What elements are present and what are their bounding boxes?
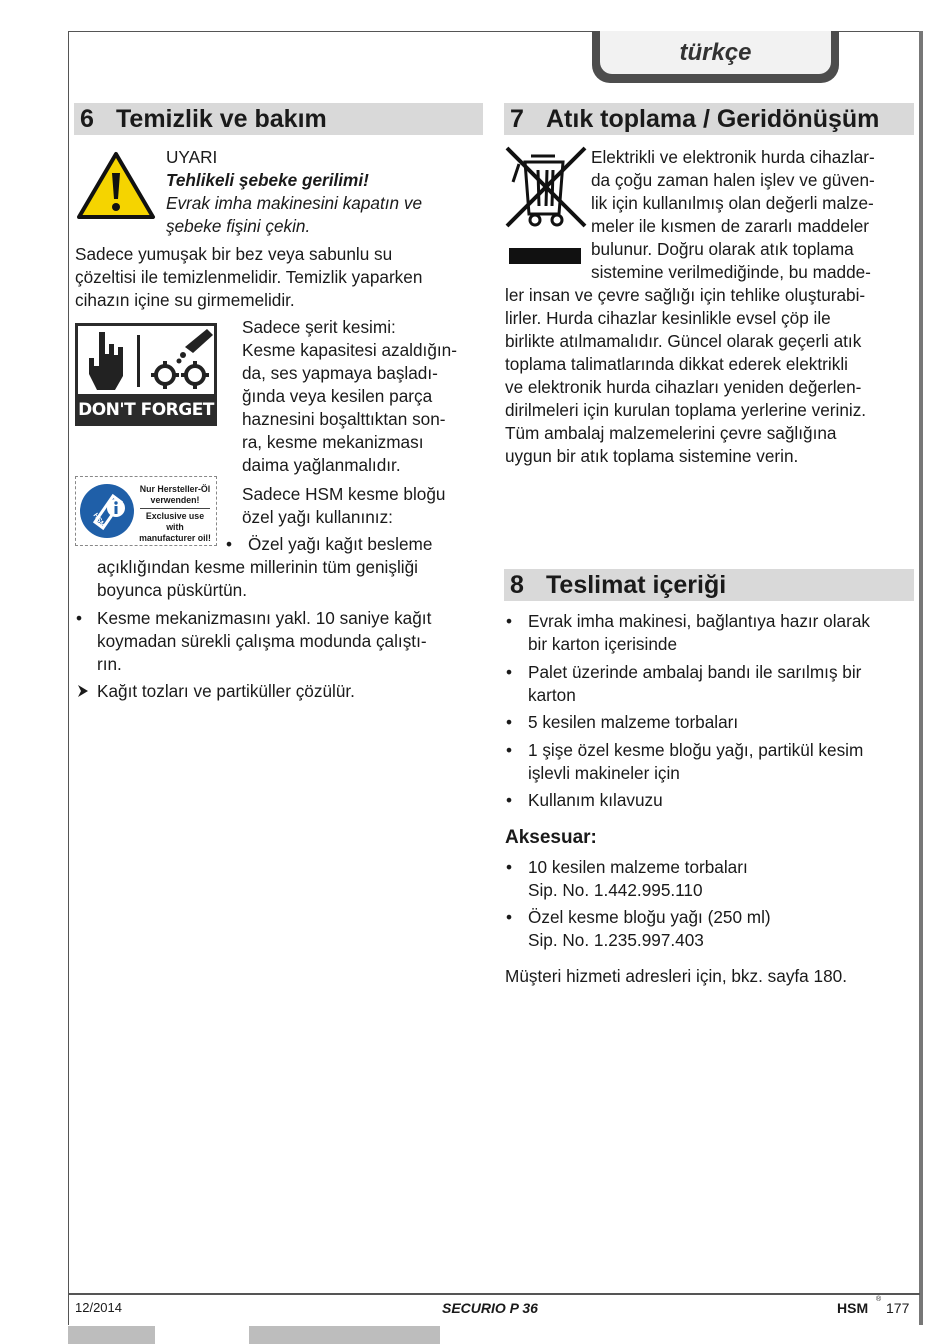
disposal-line-11: ve elektronik hurda cihazları yeniden değerlen-	[505, 377, 862, 397]
disposal-line-6: sistemine verilmediğinde, bu madde-	[591, 262, 871, 282]
clean-line-1: Sadece yumuşak bir bez veya sabunlu su	[75, 244, 393, 264]
footer-divider	[68, 1293, 920, 1295]
disposal-line-3: lik için kullanılmış olan değerli malze-	[591, 193, 874, 213]
footer-brand-logo: HSM	[837, 1300, 869, 1316]
disposal-line-9: birlikte atılmamalıdır. Güncel olarak geçerli atık	[505, 331, 862, 351]
strip-line-3: da, ses yapmaya başladı-	[242, 363, 438, 383]
oil-can-gears-icon	[145, 325, 215, 393]
warning-line-1: Evrak imha makinesini kapatın ve	[166, 193, 423, 213]
bullet-2-line-2: koymadan sürekli çalışma modunda çalıştı-	[97, 631, 427, 651]
oil-sign-line-1: Nur Hersteller-Öl	[139, 484, 211, 494]
warning-triangle-icon	[76, 151, 156, 221]
strip-line-6: ra, kesme mekanizması	[242, 432, 424, 452]
warning-headline: Tehlikeli şebeke gerilimi!	[166, 170, 369, 190]
section-6-heading	[74, 103, 483, 135]
accessory-2-name: Özel kesme bloğu yağı (250 ml)	[528, 907, 771, 927]
footer-model: SECURIO P 36	[442, 1300, 538, 1316]
bullet-1-line-1: Özel yağı kağıt besleme	[248, 534, 433, 554]
delivery-item-1-line-1: Evrak imha makinesi, bağlantıya hazır olarak	[528, 611, 870, 631]
oil-line-2: özel yağı kullanınız:	[242, 507, 393, 527]
bullet-2-line-3: rın.	[97, 654, 122, 674]
delivery-item-2-line-1: Palet üzerinde ambalaj bandı ile sarılmış bir	[528, 662, 862, 682]
disposal-line-10: toplama talimatlarında dikkat ederek elektrikli	[505, 354, 848, 374]
disposal-line-13: Tüm ambalaj malzemelerini çevre sağlığına	[505, 423, 837, 443]
hand-pointing-icon	[83, 328, 129, 394]
section-8-title: Teslimat içeriği	[546, 571, 727, 599]
bullet-dot: •	[226, 534, 233, 554]
accessories-title: Aksesuar:	[505, 827, 597, 848]
accessory-1-order-no: Sip. No. 1.442.995.110	[528, 880, 703, 900]
disposal-line-2: da çoğu zaman halen işlev ve güven-	[591, 170, 875, 190]
bullet-dot: •	[506, 907, 513, 927]
oil-sign-line-3: Exclusive use with	[145, 511, 205, 532]
bullet-dot: •	[506, 857, 513, 877]
accessory-1-name: 10 kesilen malzeme torbaları	[528, 857, 748, 877]
section-7-number: 7	[510, 105, 524, 133]
disposal-line-5: bulunur. Doğru olarak atık toplama	[591, 239, 854, 259]
bullet-dot: •	[506, 662, 513, 682]
registered-mark-icon: ®	[876, 1296, 882, 1303]
delivery-item-2-line-2: karton	[528, 685, 576, 705]
disposal-line-14: uygun bir atık toplama sistemine verin.	[505, 446, 799, 466]
disposal-line-8: lirler. Hurda cihazlar kesinlikle evsel çöp ile	[505, 308, 831, 328]
strip-line-5: haznesini boşalttıktan son-	[242, 409, 446, 429]
strip-line-4: ğında veya kesilen parça	[242, 386, 433, 406]
clean-line-2: çözeltisi ile temizlenmelidir. Temizlik yaparken	[75, 267, 423, 287]
section-6-number: 6	[80, 105, 94, 133]
warning-line-2: şebeke fişini çekin.	[166, 216, 311, 236]
dont-forget-text: DON'T FORGET	[78, 400, 214, 420]
hsm-oil-sign	[75, 476, 217, 546]
result-text: Kağıt tozları ve partiküller çözülür.	[97, 681, 355, 701]
accessory-2-order-no: Sip. No. 1.235.997.403	[528, 930, 704, 950]
delivery-item-5: Kullanım kılavuzu	[528, 790, 663, 810]
bullet-dot: •	[506, 712, 513, 732]
bullet-2-line-1: Kesme mekanizmasını yakl. 10 saniye kağıt	[97, 608, 432, 628]
service-note: Müşteri hizmeti adresleri için, bkz. sayfa 180.	[505, 966, 847, 986]
bullet-dot: •	[76, 608, 83, 628]
oil-sign-line-4: manufacturer oil!	[139, 533, 211, 543]
bullet-dot: •	[506, 611, 513, 631]
delivery-item-4-line-1: 1 şişe özel kesme bloğu yağı, partikül kesim	[528, 740, 864, 760]
section-6-title: Temizlik ve bakım	[116, 105, 327, 133]
strip-line-7: daima yağlanmalıdır.	[242, 455, 401, 475]
footer-tab-marker	[68, 1326, 155, 1344]
bullet-dot: •	[506, 740, 513, 760]
section-8-number: 8	[510, 571, 524, 599]
disposal-line-12: dirilmeleri için kurulan toplama yerlerine veriniz.	[505, 400, 867, 420]
delivery-item-1-line-2: bir karton içerisinde	[528, 634, 678, 654]
footer-page-number: 177	[886, 1300, 910, 1316]
bullet-1-line-3: boyunca püskürtün.	[97, 580, 248, 600]
oil-sign-brand: HSM	[91, 512, 107, 529]
oil-bottle-info-icon	[79, 482, 135, 540]
language-label: türkçe	[679, 38, 752, 66]
disposal-line-1: Elektrikli ve elektronik hurda cihazlar-	[591, 147, 875, 167]
section-8-heading	[504, 569, 914, 601]
result-arrow-icon	[77, 684, 89, 698]
disposal-line-7: ler insan ve çevre sağlığı için tehlike oluşturabi-	[505, 285, 866, 305]
section-7-title: Atık toplama / Geridönüşüm	[546, 105, 880, 133]
crossed-bin-weee-icon	[505, 146, 587, 268]
footer-date: 12/2014	[75, 1300, 122, 1315]
bullet-1-line-2: açıklığından kesme millerinin tüm genişliği	[97, 557, 418, 577]
page-frame-shadow	[919, 31, 923, 1325]
warning-label: UYARI	[166, 147, 218, 167]
strip-line-2: Kesme kapasitesi azaldığın-	[242, 340, 457, 360]
bullet-dot: •	[506, 790, 513, 810]
delivery-item-3: 5 kesilen malzeme torbaları	[528, 712, 739, 732]
strip-line-1: Sadece şerit kesimi:	[242, 317, 396, 337]
disposal-line-4: meler ile kısmen de zararlı maddeler	[591, 216, 869, 236]
footer-tab-marker	[249, 1326, 440, 1344]
language-tab	[600, 31, 831, 74]
clean-line-3: cihazın içine su girmemelidir.	[75, 290, 295, 310]
section-7-heading	[504, 103, 914, 135]
oil-line-1: Sadece HSM kesme bloğu	[242, 484, 446, 504]
oil-sign-line-2: verwenden!	[150, 495, 200, 505]
delivery-item-4-line-2: işlevli makineler için	[528, 763, 680, 783]
dont-forget-pictogram	[75, 323, 217, 426]
